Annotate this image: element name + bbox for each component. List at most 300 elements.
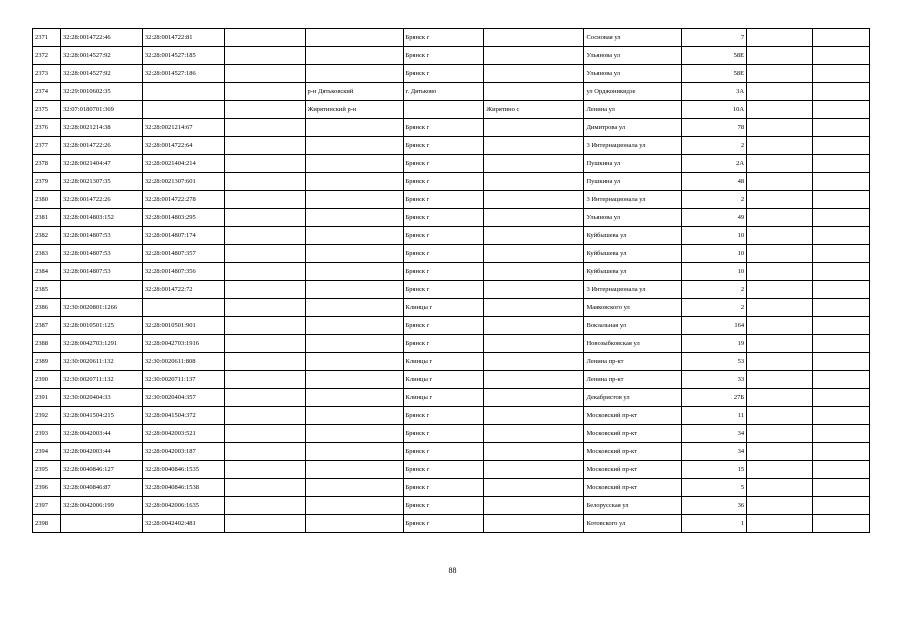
cell-cadastral-number: 32:28:0042006:199: [61, 497, 143, 515]
table-row: [33, 443, 870, 461]
cell-settlement: [484, 263, 584, 281]
cell-city: Брянск г: [403, 137, 484, 155]
cell-settlement: [484, 227, 584, 245]
cell-district: [305, 299, 403, 317]
cell-premises-cadastral-number: 32:28:0014807:357: [142, 245, 224, 263]
cell-district: [305, 227, 403, 245]
cell-street: Московский пр-кт: [584, 479, 682, 497]
cell-cadastral-number: 32:28:0042003:44: [61, 425, 143, 443]
table-row: [33, 299, 870, 317]
cell-region: [224, 281, 305, 299]
cell-cadastral-number: 32:28:0042003:44: [61, 443, 143, 461]
cell-district: [305, 47, 403, 65]
cell-extra-2: [812, 299, 869, 317]
cell-cadastral-number: 32:28:0021307:35: [61, 173, 143, 191]
cell-city: Брянск г: [403, 173, 484, 191]
cell-city: Брянск г: [403, 209, 484, 227]
cell-premises-cadastral-number: 32:28:0041504:372: [142, 407, 224, 425]
cell-extra-2: [812, 389, 869, 407]
cell-district: [305, 245, 403, 263]
cell-premises-cadastral-number: 32:28:0014527:185: [142, 47, 224, 65]
cell-house-number: 34: [682, 425, 747, 443]
cell-street: Куйбышева ул: [584, 245, 682, 263]
cell-house-number: 78: [682, 119, 747, 137]
cell-city: Брянск г: [403, 425, 484, 443]
table-row: [33, 515, 870, 533]
cell-row-number: 2398: [33, 515, 61, 533]
cell-house-number: 34: [682, 443, 747, 461]
cell-extra-2: [812, 353, 869, 371]
cell-house-number: 19: [682, 335, 747, 353]
cell-region: [224, 497, 305, 515]
cell-district: [305, 479, 403, 497]
table-row: [33, 479, 870, 497]
cell-row-number: 2379: [33, 173, 61, 191]
cell-city: Брянск г: [403, 227, 484, 245]
table-row: [33, 191, 870, 209]
cell-extra-2: [812, 515, 869, 533]
cell-extra-1: [747, 119, 813, 137]
cell-settlement: [484, 119, 584, 137]
cell-cadastral-number: 32:07:0180701:369: [61, 101, 143, 119]
cell-row-number: 2380: [33, 191, 61, 209]
cell-district: [305, 317, 403, 335]
cell-extra-1: [747, 515, 813, 533]
cell-extra-2: [812, 101, 869, 119]
cell-house-number: 49: [682, 209, 747, 227]
cell-region: [224, 29, 305, 47]
table-row: [33, 281, 870, 299]
table-row: [33, 263, 870, 281]
table-row: [33, 335, 870, 353]
cell-premises-cadastral-number: 32:28:0014722:278: [142, 191, 224, 209]
cell-cadastral-number: 32:28:0042703:1291: [61, 335, 143, 353]
cell-region: [224, 479, 305, 497]
cell-extra-2: [812, 191, 869, 209]
cell-extra-1: [747, 209, 813, 227]
cell-street: Сосновая ул: [584, 29, 682, 47]
cell-extra-2: [812, 317, 869, 335]
table-row: [33, 371, 870, 389]
cell-extra-2: [812, 173, 869, 191]
cell-settlement: [484, 317, 584, 335]
cell-premises-cadastral-number: 32:28:0010501:901: [142, 317, 224, 335]
cell-premises-cadastral-number: 32:28:0014807:174: [142, 227, 224, 245]
cell-house-number: 2: [682, 191, 747, 209]
table-row: [33, 47, 870, 65]
cell-premises-cadastral-number: 32:28:0042703:1916: [142, 335, 224, 353]
cell-house-number: 164: [682, 317, 747, 335]
table-row: [33, 407, 870, 425]
cell-district: р-н Дятьковский: [305, 83, 403, 101]
cell-row-number: 2397: [33, 497, 61, 515]
cell-cadastral-number: 32:28:0021404:47: [61, 155, 143, 173]
cell-extra-2: [812, 425, 869, 443]
cell-district: [305, 281, 403, 299]
cell-street: Ленина ул: [584, 101, 682, 119]
cell-extra-1: [747, 497, 813, 515]
cell-city: Брянск г: [403, 65, 484, 83]
cell-city: Брянск г: [403, 479, 484, 497]
cell-city: Брянск г: [403, 497, 484, 515]
cell-extra-1: [747, 353, 813, 371]
cell-extra-2: [812, 407, 869, 425]
cell-cadastral-number: 32:28:0014803:152: [61, 209, 143, 227]
cell-settlement: [484, 29, 584, 47]
cell-settlement: [484, 299, 584, 317]
cell-city: Брянск г: [403, 29, 484, 47]
cell-house-number: 2: [682, 299, 747, 317]
cell-region: [224, 137, 305, 155]
cell-extra-2: [812, 29, 869, 47]
table-row: [33, 155, 870, 173]
cell-region: [224, 443, 305, 461]
cell-row-number: 2392: [33, 407, 61, 425]
cell-street: Куйбышева ул: [584, 263, 682, 281]
cell-district: [305, 407, 403, 425]
cell-house-number: 58Е: [682, 47, 747, 65]
cell-settlement: [484, 47, 584, 65]
cell-street: Куйбышева ул: [584, 227, 682, 245]
cell-premises-cadastral-number: 32:30:0020404:357: [142, 389, 224, 407]
cell-extra-2: [812, 65, 869, 83]
cell-premises-cadastral-number: 32:28:0042006:1635: [142, 497, 224, 515]
cell-street: Маяковского ул: [584, 299, 682, 317]
cell-house-number: 48: [682, 173, 747, 191]
cell-street: Котовского ул: [584, 515, 682, 533]
cell-extra-1: [747, 245, 813, 263]
cell-extra-1: [747, 281, 813, 299]
cell-extra-1: [747, 227, 813, 245]
cell-street: Московский пр-кт: [584, 461, 682, 479]
cell-region: [224, 461, 305, 479]
cell-row-number: 2393: [33, 425, 61, 443]
cell-region: [224, 119, 305, 137]
cell-city: г. Дятьково: [403, 83, 484, 101]
cell-region: [224, 191, 305, 209]
cell-settlement: [484, 353, 584, 371]
cell-row-number: 2388: [33, 335, 61, 353]
cell-cadastral-number: 32:30:0020801:1266: [61, 299, 143, 317]
cell-city: Клинцы г: [403, 353, 484, 371]
cell-city: Брянск г: [403, 47, 484, 65]
cell-region: [224, 47, 305, 65]
cell-region: [224, 335, 305, 353]
cell-cadastral-number: 32:28:0040846:127: [61, 461, 143, 479]
cell-house-number: 27Б: [682, 389, 747, 407]
cell-settlement: Жирятино с: [484, 101, 584, 119]
cell-house-number: 11: [682, 407, 747, 425]
cell-cadastral-number: 32:28:0040846:87: [61, 479, 143, 497]
table-row: [33, 101, 870, 119]
cell-cadastral-number: 32:28:0014722:26: [61, 191, 143, 209]
cell-city: Брянск г: [403, 515, 484, 533]
cell-settlement: [484, 335, 584, 353]
cell-premises-cadastral-number: 32:28:0040846:1538: [142, 479, 224, 497]
cell-row-number: 2387: [33, 317, 61, 335]
cell-house-number: 2А: [682, 155, 747, 173]
cell-city: Брянск г: [403, 245, 484, 263]
cell-region: [224, 173, 305, 191]
cell-row-number: 2374: [33, 83, 61, 101]
cell-premises-cadastral-number: 32:28:0014722:81: [142, 29, 224, 47]
cell-cadastral-number: [61, 515, 143, 533]
cell-premises-cadastral-number: 32:28:0021307:601: [142, 173, 224, 191]
cell-extra-2: [812, 209, 869, 227]
cell-city: Брянск г: [403, 263, 484, 281]
cell-row-number: 2376: [33, 119, 61, 137]
cell-cadastral-number: 32:28:0041504:215: [61, 407, 143, 425]
cell-district: [305, 335, 403, 353]
cell-settlement: [484, 443, 584, 461]
cell-street: Московский пр-кт: [584, 425, 682, 443]
cell-row-number: 2377: [33, 137, 61, 155]
cell-premises-cadastral-number: 32:28:0014527:186: [142, 65, 224, 83]
cell-district: [305, 137, 403, 155]
cell-district: [305, 461, 403, 479]
cell-house-number: 33: [682, 371, 747, 389]
cell-extra-1: [747, 299, 813, 317]
cell-city: Брянск г: [403, 407, 484, 425]
cell-extra-2: [812, 245, 869, 263]
cell-row-number: 2391: [33, 389, 61, 407]
cell-district: [305, 371, 403, 389]
cell-region: [224, 317, 305, 335]
table-row: [33, 173, 870, 191]
cell-extra-1: [747, 47, 813, 65]
cell-settlement: [484, 497, 584, 515]
cell-premises-cadastral-number: 32:30:0020711:137: [142, 371, 224, 389]
cell-district: [305, 155, 403, 173]
table-body: [33, 29, 870, 533]
cell-region: [224, 227, 305, 245]
cell-cadastral-number: 32:28:0021214:38: [61, 119, 143, 137]
cell-premises-cadastral-number: [142, 299, 224, 317]
cell-city: Клинцы г: [403, 299, 484, 317]
table-row: [33, 425, 870, 443]
cell-house-number: 58Е: [682, 65, 747, 83]
cell-extra-2: [812, 371, 869, 389]
cell-extra-2: [812, 479, 869, 497]
table-row: [33, 389, 870, 407]
cell-premises-cadastral-number: 32:30:0020611:808: [142, 353, 224, 371]
cell-street: 3 Интернационала ул: [584, 137, 682, 155]
cell-row-number: 2389: [33, 353, 61, 371]
cell-row-number: 2386: [33, 299, 61, 317]
table-row: [33, 209, 870, 227]
cell-street: Новозыбковская ул: [584, 335, 682, 353]
cell-district: [305, 353, 403, 371]
cell-row-number: 2396: [33, 479, 61, 497]
cell-extra-2: [812, 281, 869, 299]
cell-premises-cadastral-number: 32:28:0021404:214: [142, 155, 224, 173]
cell-settlement: [484, 191, 584, 209]
cell-extra-2: [812, 227, 869, 245]
cell-region: [224, 245, 305, 263]
cell-row-number: 2383: [33, 245, 61, 263]
cell-region: [224, 407, 305, 425]
cell-extra-2: [812, 119, 869, 137]
registry-table: [32, 28, 870, 533]
cell-cadastral-number: 32:28:0014807:53: [61, 245, 143, 263]
cell-house-number: 2: [682, 281, 747, 299]
cell-region: [224, 515, 305, 533]
cell-region: [224, 83, 305, 101]
cell-extra-1: [747, 191, 813, 209]
cell-region: [224, 65, 305, 83]
cell-house-number: 10А: [682, 101, 747, 119]
cell-row-number: 2373: [33, 65, 61, 83]
cell-district: [305, 497, 403, 515]
cell-cadastral-number: 32:28:0014722:46: [61, 29, 143, 47]
table-row: [33, 65, 870, 83]
cell-settlement: [484, 479, 584, 497]
cell-district: [305, 191, 403, 209]
cell-district: Жирятинский р-н: [305, 101, 403, 119]
cell-extra-1: [747, 371, 813, 389]
table-row: [33, 353, 870, 371]
cell-city: Брянск г: [403, 317, 484, 335]
table-row: [33, 83, 870, 101]
cell-street: Московский пр-кт: [584, 407, 682, 425]
cell-row-number: 2371: [33, 29, 61, 47]
cell-city: Брянск г: [403, 119, 484, 137]
cell-street: ул Орджоникидзе: [584, 83, 682, 101]
cell-cadastral-number: 32:28:0014527:92: [61, 65, 143, 83]
cell-extra-2: [812, 137, 869, 155]
cell-street: Ленина пр-кт: [584, 353, 682, 371]
cell-street: Пушкина ул: [584, 155, 682, 173]
cell-extra-1: [747, 317, 813, 335]
cell-row-number: 2382: [33, 227, 61, 245]
cell-settlement: [484, 65, 584, 83]
cell-district: [305, 65, 403, 83]
cell-extra-1: [747, 479, 813, 497]
cell-extra-2: [812, 155, 869, 173]
cell-extra-2: [812, 47, 869, 65]
cell-settlement: [484, 173, 584, 191]
cell-house-number: 15: [682, 461, 747, 479]
cell-cadastral-number: 32:28:0014807:53: [61, 227, 143, 245]
cell-extra-1: [747, 335, 813, 353]
cell-premises-cadastral-number: 32:28:0014722:64: [142, 137, 224, 155]
cell-house-number: 2: [682, 137, 747, 155]
cell-cadastral-number: 32:30:0020404:33: [61, 389, 143, 407]
cell-extra-2: [812, 461, 869, 479]
cell-premises-cadastral-number: 32:28:0014722:72: [142, 281, 224, 299]
cell-house-number: 3А: [682, 83, 747, 101]
cell-row-number: 2381: [33, 209, 61, 227]
cell-district: [305, 263, 403, 281]
cell-extra-1: [747, 461, 813, 479]
cell-street: Димитрова ул: [584, 119, 682, 137]
cell-extra-2: [812, 443, 869, 461]
cell-settlement: [484, 245, 584, 263]
cell-cadastral-number: 32:30:0020711:132: [61, 371, 143, 389]
cell-premises-cadastral-number: 32:28:0040846:1535: [142, 461, 224, 479]
cell-row-number: 2384: [33, 263, 61, 281]
cell-street: 3 Интернационала ул: [584, 191, 682, 209]
cell-region: [224, 263, 305, 281]
cell-district: [305, 515, 403, 533]
cell-premises-cadastral-number: 32:28:0014807:356: [142, 263, 224, 281]
cell-premises-cadastral-number: 32:28:0042402:481: [142, 515, 224, 533]
cell-region: [224, 425, 305, 443]
table-row: [33, 497, 870, 515]
cell-extra-1: [747, 29, 813, 47]
table-row: [33, 29, 870, 47]
table-row: [33, 119, 870, 137]
cell-house-number: 36: [682, 497, 747, 515]
cell-cadastral-number: 32:28:0010501:125: [61, 317, 143, 335]
cell-district: [305, 173, 403, 191]
cell-city: Брянск г: [403, 155, 484, 173]
cell-extra-1: [747, 407, 813, 425]
cell-district: [305, 29, 403, 47]
cell-extra-1: [747, 83, 813, 101]
cell-street: 3 Интернационала ул: [584, 281, 682, 299]
cell-settlement: [484, 461, 584, 479]
cell-settlement: [484, 515, 584, 533]
cell-street: Ленина пр-кт: [584, 371, 682, 389]
cell-row-number: 2395: [33, 461, 61, 479]
cell-region: [224, 209, 305, 227]
cell-city: Брянск г: [403, 443, 484, 461]
cell-premises-cadastral-number: 32:28:0014803:295: [142, 209, 224, 227]
cell-premises-cadastral-number: [142, 101, 224, 119]
cell-region: [224, 155, 305, 173]
cell-extra-1: [747, 425, 813, 443]
cell-district: [305, 443, 403, 461]
cell-extra-1: [747, 173, 813, 191]
cell-city: Брянск г: [403, 335, 484, 353]
cell-house-number: 7: [682, 29, 747, 47]
cell-house-number: 53: [682, 353, 747, 371]
cell-street: Вокзальная ул: [584, 317, 682, 335]
cell-extra-1: [747, 389, 813, 407]
cell-settlement: [484, 371, 584, 389]
cell-city: Клинцы г: [403, 371, 484, 389]
cell-street: Декабристов ул: [584, 389, 682, 407]
cell-cadastral-number: 32:28:0014807:53: [61, 263, 143, 281]
cell-house-number: 10: [682, 263, 747, 281]
cell-district: [305, 425, 403, 443]
cell-settlement: [484, 155, 584, 173]
cell-row-number: 2372: [33, 47, 61, 65]
cell-extra-1: [747, 137, 813, 155]
table-row: [33, 137, 870, 155]
cell-row-number: 2378: [33, 155, 61, 173]
cell-street: Белорусская ул: [584, 497, 682, 515]
cell-extra-1: [747, 101, 813, 119]
cell-extra-2: [812, 335, 869, 353]
cell-region: [224, 101, 305, 119]
cell-street: Ульянова ул: [584, 209, 682, 227]
cell-cadastral-number: 32:29:0010602:35: [61, 83, 143, 101]
cell-city: Клинцы г: [403, 389, 484, 407]
cell-row-number: 2390: [33, 371, 61, 389]
cell-cadastral-number: 32:30:0020611:132: [61, 353, 143, 371]
cell-street: Московский пр-кт: [584, 443, 682, 461]
cell-cadastral-number: [61, 281, 143, 299]
cell-region: [224, 299, 305, 317]
table-row: [33, 461, 870, 479]
cell-premises-cadastral-number: 32:28:0021214:67: [142, 119, 224, 137]
cell-house-number: 10: [682, 245, 747, 263]
table-row: [33, 317, 870, 335]
cell-cadastral-number: 32:28:0014722:26: [61, 137, 143, 155]
cell-region: [224, 353, 305, 371]
